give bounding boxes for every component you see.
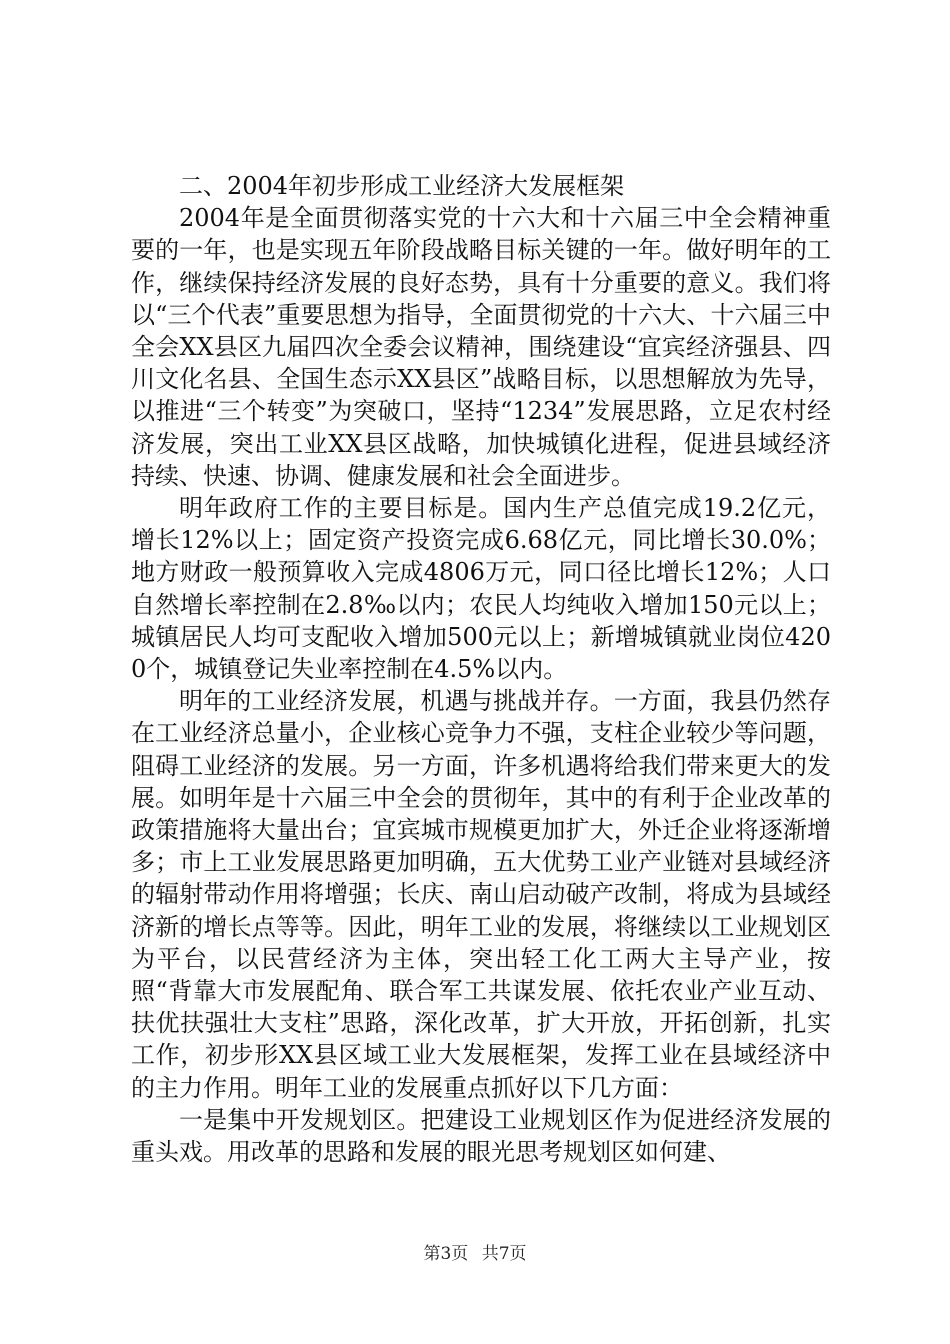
page-number: 第3页 <box>423 1244 469 1264</box>
paragraph-industrial-development: 明年的工业经济发展，机遇与挑战并存。一方面，我县仍然存在工业经济总量小，企业核心竞争力不强，支柱企业较少等问题，阻碍工业经济的发展。另一方面，许多机遇将给我们带来更大的发展。如明年是十六届三中全会的贯彻年，其中的有利于企业改革的政策措施将大量出台；宜宾城市规模更加扩大，外迁企业将逐渐增多；市上工业发展思路更加明确，五大优势工业产业链对县域经济的辐射带动作用将增强；长庆、南山启动破产改制，将成为县域经济新的增长点等等。因此，明年工业的发展，将继续以工业规划区为平台，以民营经济为主体，突出轻工化工两大主导产业，按照“背靠大市发展配角、联合军工共谋发展、依托农业产业互动、扶优扶强壮大支柱”思路，深化改革，扩大开放，开拓创新，扎实工作，初步形XX县区域工业大发展框架，发挥工业在县域经济中的主力作用。明年工业的发展重点抓好以下几方面： <box>131 687 831 1102</box>
page-footer <box>0 1243 950 1265</box>
paragraph-goals-intro: 2004年是全面贯彻落实党的十六大和十六届三中全会精神重要的一年，也是实现五年阶段战略目标关键的一年。做好明年的工作，继续保持经济发展的良好态势，具有十分重要的意义。我们将以“三个代表”重要思想为指导，全面贯彻党的十六大、十六届三中全会XX县区九届四次全委会议精神，围绕建设“宜宾经济强县、四川文化名县、全国生态示XX县区”战略目标，以思想解放为先导，以推进“三个转变”为突破口，坚持“1234”发展思路，立足农村经济发展，突出工业XX县区战略，加快城镇化进程，促进县域经济持续、快速、协调、健康发展和社会全面进步。 <box>131 204 831 490</box>
paragraph-main-targets: 明年政府工作的主要目标是。国内生产总值完成19.2亿元，增长12%以上；固定资产投资完成6.68亿元，同比增长30.0%；地方财政一般预算收入完成4806万元，同口径比增长12%；人口自然增长率控制在2.8‰以内；农民人均纯收入增加150元以上；城镇居民人均可支配收入增加500元以上；新增城镇就业岗位4200个，城镇登记失业率控制在4.5%以内。 <box>131 494 831 684</box>
section-heading: 二、2004年初步形成工业经济大发展框架 <box>179 172 625 200</box>
page-total: 共7页 <box>481 1244 527 1264</box>
document-body <box>131 170 831 1168</box>
paragraph-planning-zone: 一是集中开发规划区。把建设工业规划区作为促进经济发展的重头戏。用改革的思路和发展的眼光思考规划区如何建、 <box>131 1105 831 1167</box>
